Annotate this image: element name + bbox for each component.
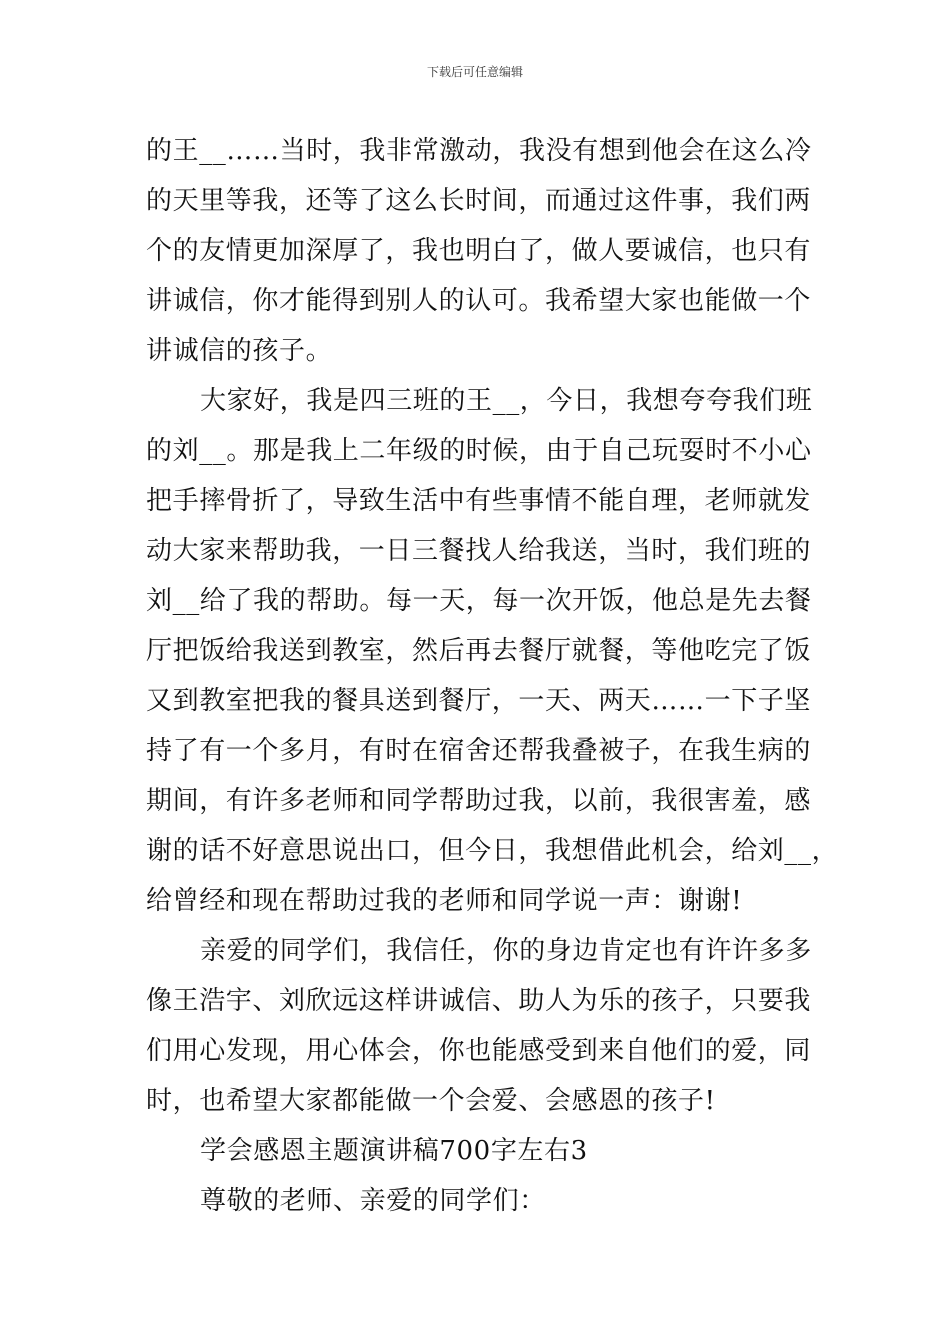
text-line: 把手摔骨折了，导致生活中有些事情不能自理，老师就发 xyxy=(146,486,812,516)
section-title: 学会感恩主题演讲稿700字左右3 xyxy=(200,1136,588,1166)
text-line: 们用心发现，用心体会，你也能感受到来自他们的爱，同 xyxy=(146,1036,812,1066)
page-header: 下载后可任意编辑 xyxy=(426,65,523,79)
paragraph-start-line: 大家好，我是四三班的王__，今日，我想夸夸我们班 xyxy=(200,386,813,416)
paragraph-start-line: 亲爱的同学们，我信任，你的身边肯定也有许许多多 xyxy=(200,936,812,966)
document-body xyxy=(146,126,839,1226)
text-line: 个的友情更加深厚了，我也明白了，做人要诚信，也只有 xyxy=(146,236,812,266)
text-line: 给曾经和现在帮助过我的老师和同学说一声：谢谢! xyxy=(146,886,743,916)
text-line: 的刘__。那是我上二年级的时候，由于自己玩耍时不小心 xyxy=(146,436,812,466)
text-line: 谢的话不好意思说出口，但今日，我想借此机会，给刘__， xyxy=(146,836,839,866)
text-line: 刘__给了我的帮助。每一天，每一次开饭，他总是先去餐 xyxy=(146,586,812,616)
text-line: 时，也希望大家都能做一个会爱、会感恩的孩子! xyxy=(146,1086,716,1116)
salutation-line: 尊敬的老师、亲爱的同学们： xyxy=(200,1186,546,1216)
text-line: 持了有一个多月，有时在宿舍还帮我叠被子，在我生病的 xyxy=(146,736,812,766)
text-line: 讲诚信，你才能得到别人的认可。我希望大家也能做一个 xyxy=(146,286,812,316)
text-line: 又到教室把我的餐具送到餐厅，一天、两天……一下子坚 xyxy=(146,686,812,716)
text-line: 的王__……当时，我非常激动，我没有想到他会在这么冷 xyxy=(146,136,812,166)
text-line: 动大家来帮助我，一日三餐找人给我送，当时，我们班的 xyxy=(146,536,812,566)
text-line: 期间，有许多老师和同学帮助过我，以前，我很害羞，感 xyxy=(146,786,812,816)
text-line: 的天里等我，还等了这么长时间，而通过这件事，我们两 xyxy=(146,186,812,216)
text-line: 厅把饭给我送到教室，然后再去餐厅就餐，等他吃完了饭 xyxy=(146,636,812,666)
text-line: 像王浩宇、刘欣远这样讲诚信、助人为乐的孩子，只要我 xyxy=(146,986,812,1016)
text-line: 讲诚信的孩子。 xyxy=(146,336,333,366)
